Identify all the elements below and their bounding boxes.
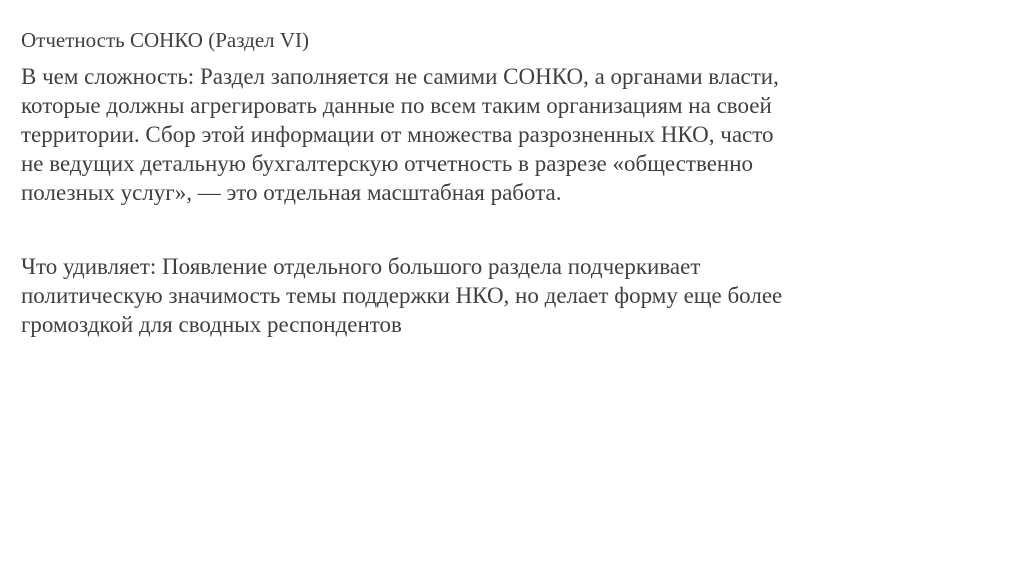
paragraph-line: территории. Сбор этой информации от множества разрозненных НКО, часто [21,122,774,147]
paragraph-surprise [21,252,1011,339]
paragraph-difficulty [21,62,1011,207]
paragraph-line: Что удивляет: Появление отдельного большого раздела подчеркивает [21,254,701,279]
slide-title: Отчетность СОНКО (Раздел VI) [21,28,310,52]
paragraph-line: громоздкой для сводных респондентов [21,312,402,337]
paragraph-line: которые должны агрегировать данные по всем таким организациям на своей [21,93,772,118]
paragraph-line: не ведущих детальную бухгалтерскую отчетность в разрезе «общественно [21,151,754,176]
paragraph-line: политическую значимость темы поддержки НКО, но делает форму еще более [21,283,783,308]
paragraph-line: полезных услуг», — это отдельная масштабная работа. [21,180,562,205]
paragraph-line: В чем сложность: Раздел заполняется не самими СОНКО, а органами власти, [21,64,779,89]
